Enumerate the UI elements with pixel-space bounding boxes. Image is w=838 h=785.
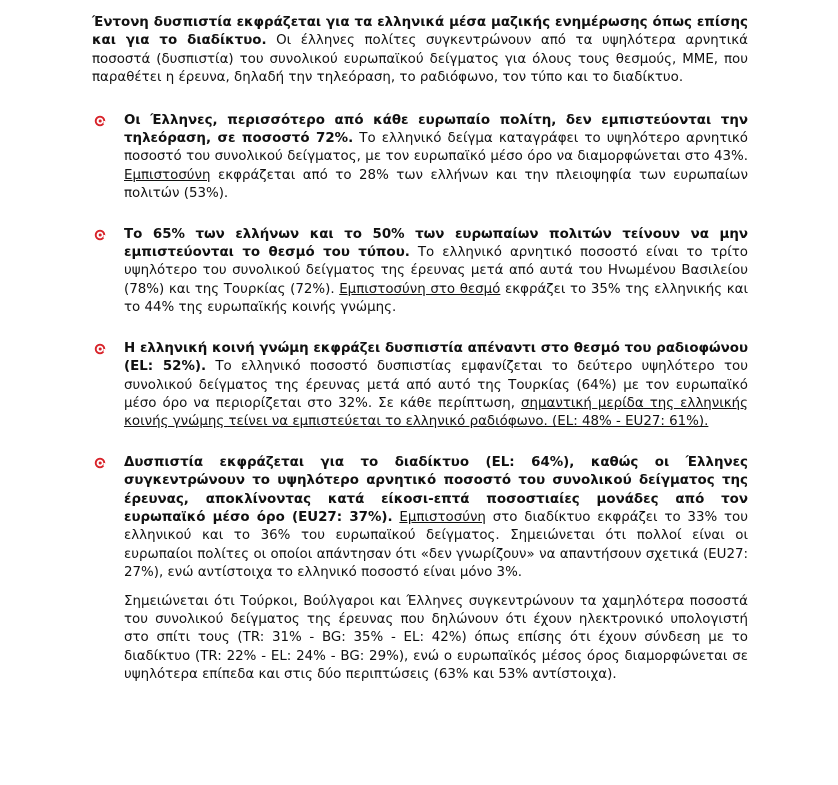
- bullet-paragraph: [124, 226, 748, 318]
- bullet-bold-text: Δυσπιστία εκφράζεται για το διαδίκτυο (EL: 64%), καθώς οι Έλληνες συγκεντρώνουν το υψηλότερο αρνητικό ποσοστό του συνολικού δείγματος της έρευνας, αποκλίνοντας κατά είκοσι-επτά ποσοστιαίες μονάδες από τον ευρωπαϊκό μέσο όρο (EU27: 37%).: [124, 454, 748, 525]
- bullet-paragraph: [124, 340, 748, 432]
- bullet-item-press: [92, 226, 748, 318]
- at-sign-bullet-icon: [94, 457, 106, 469]
- bullet-bold-text: Το 65% των ελλήνων και το 50% των ευρωπαίων πολιτών τείνουν να μην εμπιστεύονται το θεσμό του τύπου.: [124, 226, 748, 261]
- bullet-item-internet: [92, 454, 748, 583]
- bullet-text: Το ελληνικό δείγμα καταγράφει το υψηλότερο αρνητικό ποσοστό του συνολικού δείγματος, με τον ευρωπαϊκό μέσο όρο να διαμορφώνεται στο 43%.: [124, 131, 749, 165]
- bullet-text: εκφράζει το 35% της ελληνικής και το 44% της ευρωπαϊκής κοινής γνώμης.: [124, 281, 748, 316]
- bullet-bold-text: Οι Έλληνες, περισσότερο από κάθε ευρωπαίο πολίτη, δεν εμπιστεύονται την τηλεόραση, σε ποσοστό 72%.: [124, 112, 748, 147]
- at-sign-bullet-icon: [94, 343, 106, 355]
- at-sign-bullet-icon: [94, 115, 106, 127]
- underlined-text: σημαντική μερίδα της ελληνικής κοινής γνώμης τείνει να εμπιστεύεται το ελληνικό ραδιόφωνο. (EL: 48% - EU27: 61%).: [124, 395, 748, 430]
- bullet-bold-text: Η ελληνική κοινή γνώμη εκφράζει δυσπιστία απέναντι στο θεσμό του ραδιοφώνου (EL: 52%).: [124, 340, 748, 375]
- bullet-text: εκφράζεται από το 28% των ελλήνων και την πλειοψηφία των ευρωπαίων πολιτών (53%).: [124, 167, 748, 202]
- bullet-paragraph: [124, 454, 748, 583]
- underlined-text: Εμπιστοσύνη στο θεσμό: [339, 281, 501, 297]
- underlined-text: Εμπιστοσύνη: [399, 509, 486, 525]
- bullet-item-radio: [92, 340, 748, 432]
- document-page: [92, 14, 748, 685]
- intro-bold-text: Έντονη δυσπιστία εκφράζεται για τα ελληνικά μέσα μαζικής ενημέρωσης όπως επίσης και για το διαδίκτυο.: [92, 15, 748, 49]
- note-paragraph: Σημειώνεται ότι Τούρκοι, Βούλγαροι και Έλληνες συγκεντρώνουν τα χαμηλότερα ποσοστά του συνολικού δείγματος της έρευνας που δηλώνουν ότι έχουν ηλεκτρονικό υπολογιστή στο σπίτι τους (TR: 31% - BG: 35% - EL: 42%) όπως επίσης ότι έχουν σύνδεση με το διαδίκτυο (TR: 22% - EL: 24% - BG: 29%), ενώ ο ευρωπαϊκός μέσος όρος διαμορφώνεται σε υψηλότερα επίπεδα και στις δύο περιπτώσεις (63% και 53% αντίστοιχα).: [124, 593, 748, 683]
- bullet-text: Το ελληνικό αρνητικό ποσοστό είναι το τρίτο υψηλότερο του συνολικού δείγματος της έρευνας μετά από αυτά του Ηνωμένου Βασιλείου (78%) και της Τουρκίας (72%).: [124, 245, 748, 297]
- bullet-text: στο διαδίκτυο εκφράζει το 33% του ελληνικού και το 36% του ευρωπαϊκού δείγματος. Σημειώνεται ότι πολλοί είναι οι ευρωπαίοι πολίτες οι οποίοι απάντησαν ότι «δεν γνωρίζουν» να απαντήσουν σχετικά (EU27: 27%), ενώ αντίστοιχα το ελληνικό ποσοστό είναι μόνο 3%.: [124, 509, 748, 581]
- underlined-text: Εμπιστοσύνη: [124, 167, 211, 183]
- bullet-text: Το ελληνικό ποσοστό δυσπιστίας εμφανίζεται το δεύτερο υψηλότερο του συνολικού δείγματος της έρευνας μετά από αυτό της Τουρκίας (64%) με τον ευρωπαϊκό μέσο όρο να περιορίζεται στο 32%. Σε κάθε περίπτωση,: [124, 359, 748, 411]
- bullet-item-tv: [92, 112, 748, 204]
- intro-text: Οι έλληνες πολίτες συγκεντρώνουν από τα υψηλότερα αρνητικά ποσοστά (δυσπιστία) του συνολικού ευρωπαϊκού δείγματος για όλους τους θεσμούς, ΜΜΕ, που παραθέτει η έρευνα, δηλαδή την τηλεόραση, το ραδιόφωνο, τον τύπο και το διαδίκτυο.: [92, 33, 748, 86]
- bullet-paragraph: [124, 112, 748, 204]
- intro-paragraph: [92, 14, 748, 88]
- at-sign-bullet-icon: [94, 229, 106, 241]
